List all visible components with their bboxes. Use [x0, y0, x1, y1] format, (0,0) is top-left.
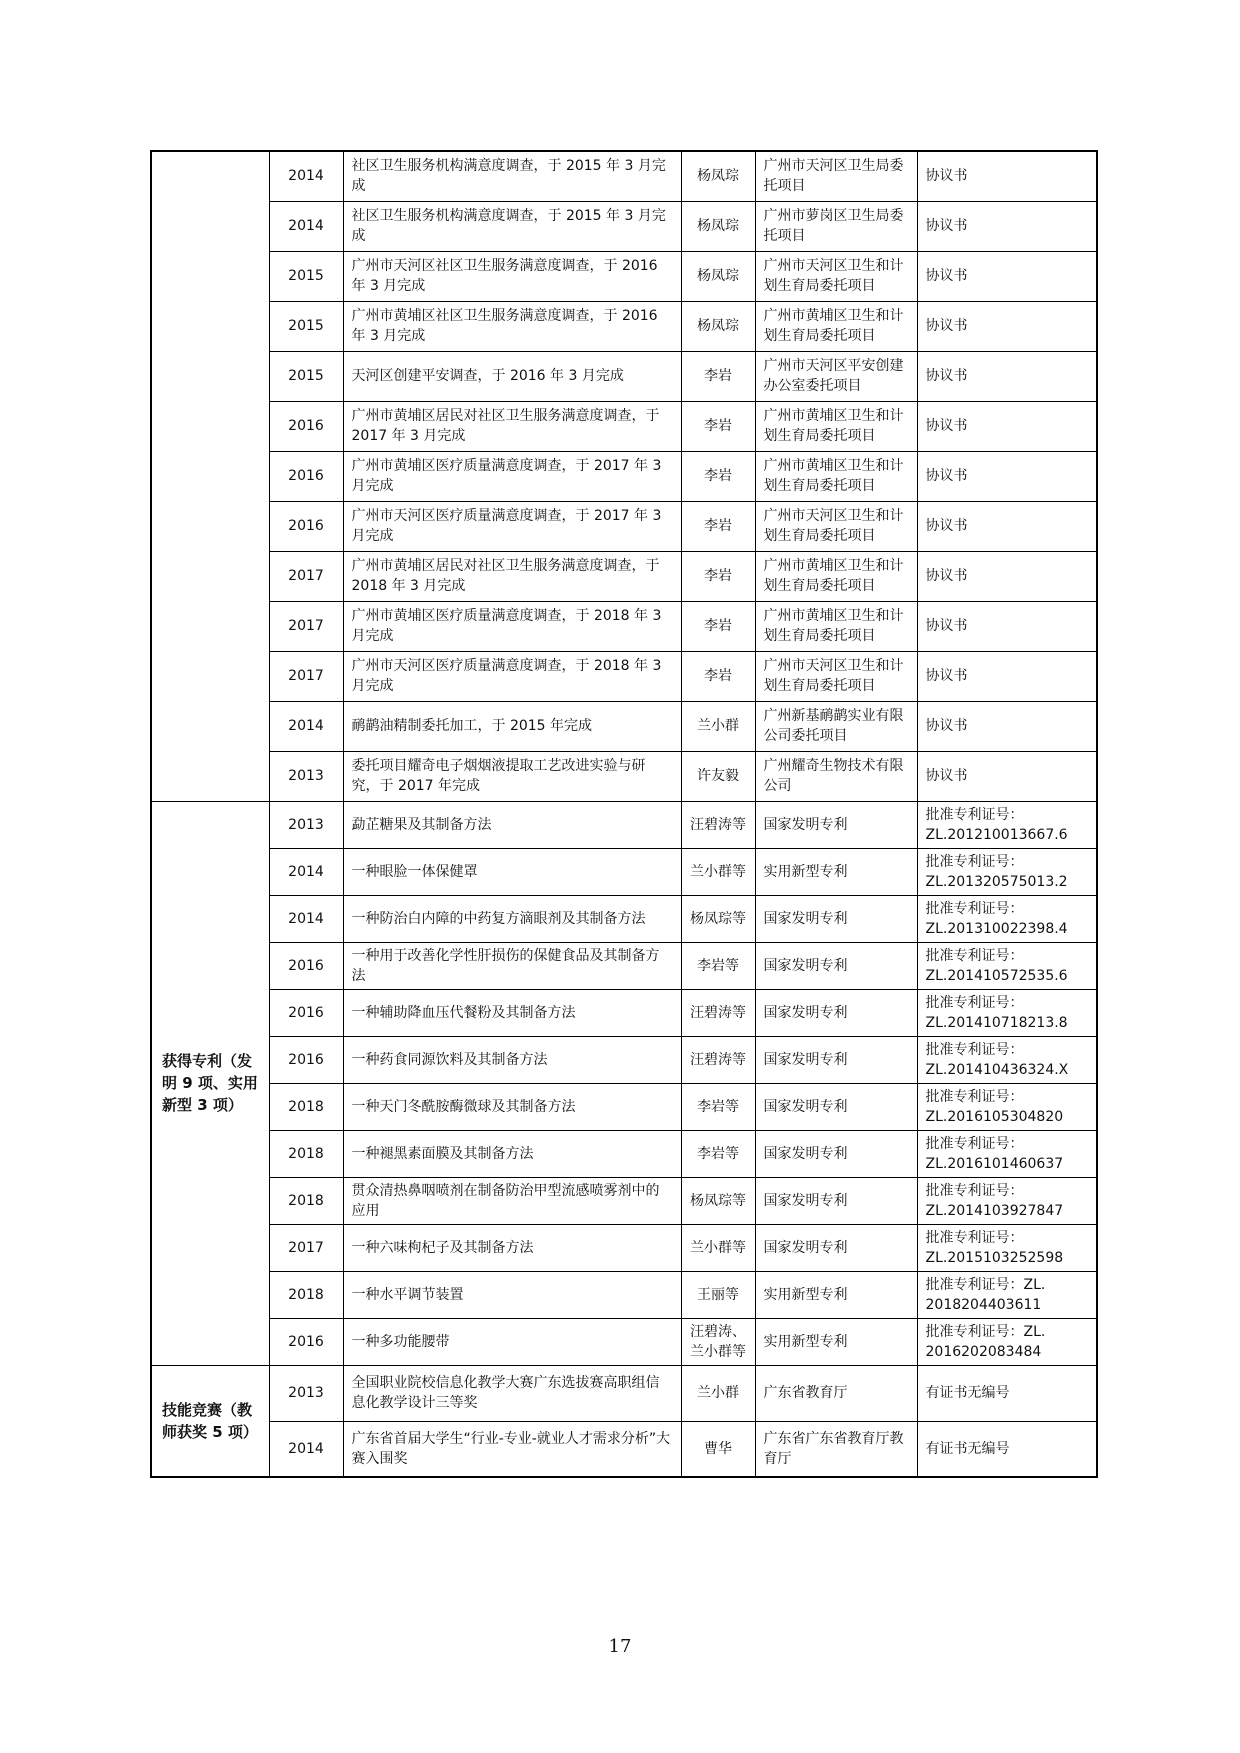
- title-cell: 一种药食同源饮料及其制备方法: [343, 1036, 681, 1083]
- person-cell: 汪碧涛等: [681, 801, 755, 848]
- year-cell: 2014: [269, 701, 343, 751]
- table-row: [151, 1224, 1097, 1271]
- proof-cell: 协议书: [917, 401, 1097, 451]
- table-row: [151, 1421, 1097, 1477]
- category-cell: 技能竞赛（教师获奖 5 项）: [151, 1365, 269, 1477]
- table-row: [151, 1130, 1097, 1177]
- proof-cell: 批准专利证号：ZL.2016101460637: [917, 1130, 1097, 1177]
- source-cell: 国家发明专利: [755, 1083, 917, 1130]
- person-cell: 兰小群: [681, 1365, 755, 1421]
- year-cell: 2015: [269, 251, 343, 301]
- title-cell: 广州市黄埔区居民对社区卫生服务满意度调查，于 2018 年 3 月完成: [343, 551, 681, 601]
- person-cell: 曹华: [681, 1421, 755, 1477]
- proof-cell: 批准专利证号：ZL.2016105304820: [917, 1083, 1097, 1130]
- person-cell: 李岩: [681, 451, 755, 501]
- year-cell: 2016: [269, 501, 343, 551]
- proof-cell: 有证书无编号: [917, 1421, 1097, 1477]
- proof-cell: 协议书: [917, 351, 1097, 401]
- year-cell: 2014: [269, 848, 343, 895]
- person-cell: 汪碧涛等: [681, 1036, 755, 1083]
- source-cell: 国家发明专利: [755, 801, 917, 848]
- title-cell: 勐芷糖果及其制备方法: [343, 801, 681, 848]
- year-cell: 2014: [269, 201, 343, 251]
- title-cell: 一种多功能腰带: [343, 1318, 681, 1365]
- proof-cell: 批准专利证号：ZL.201210013667.6: [917, 801, 1097, 848]
- table-row: [151, 701, 1097, 751]
- title-cell: 一种六味枸杞子及其制备方法: [343, 1224, 681, 1271]
- source-cell: 广州市黄埔区卫生和计划生育局委托项目: [755, 551, 917, 601]
- title-cell: 一种水平调节装置: [343, 1271, 681, 1318]
- proof-cell: 协议书: [917, 201, 1097, 251]
- person-cell: 李岩等: [681, 1130, 755, 1177]
- year-cell: 2014: [269, 151, 343, 201]
- source-cell: 国家发明专利: [755, 1224, 917, 1271]
- person-cell: 杨凤琮: [681, 251, 755, 301]
- title-cell: 委托项目耀奇电子烟烟液提取工艺改进实验与研究，于 2017 年完成: [343, 751, 681, 801]
- person-cell: 汪碧涛等: [681, 989, 755, 1036]
- source-cell: 广州耀奇生物技术有限公司: [755, 751, 917, 801]
- source-cell: 国家发明专利: [755, 989, 917, 1036]
- person-cell: 汪碧涛、兰小群等: [681, 1318, 755, 1365]
- source-cell: 广州市萝岗区卫生局委托项目: [755, 201, 917, 251]
- source-cell: 广州市黄埔区卫生和计划生育局委托项目: [755, 451, 917, 501]
- title-cell: 广州市黄埔区医疗质量满意度调查，于 2017 年 3 月完成: [343, 451, 681, 501]
- table-row: [151, 1271, 1097, 1318]
- person-cell: 李岩等: [681, 1083, 755, 1130]
- source-cell: 广州新基鸸鹋实业有限公司委托项目: [755, 701, 917, 751]
- category-cell: 获得专利（发明 9 项、实用新型 3 项）: [151, 801, 269, 1365]
- year-cell: 2013: [269, 1365, 343, 1421]
- proof-cell: 批准专利证号：ZL.201410572535.6: [917, 942, 1097, 989]
- proof-cell: 协议书: [917, 451, 1097, 501]
- title-cell: 广州市黄埔区居民对社区卫生服务满意度调查，于 2017 年 3 月完成: [343, 401, 681, 451]
- person-cell: 杨凤琮: [681, 201, 755, 251]
- year-cell: 2015: [269, 351, 343, 401]
- title-cell: 广州市天河区社区卫生服务满意度调查，于 2016 年 3 月完成: [343, 251, 681, 301]
- table-row: [151, 1318, 1097, 1365]
- source-cell: 实用新型专利: [755, 1318, 917, 1365]
- person-cell: 许友毅: [681, 751, 755, 801]
- source-cell: 广州市天河区卫生和计划生育局委托项目: [755, 251, 917, 301]
- proof-cell: 批准专利证号：ZL.201410436324.X: [917, 1036, 1097, 1083]
- source-cell: 广东省教育厅: [755, 1365, 917, 1421]
- proof-cell: 批准专利证号：ZL.2015103252598: [917, 1224, 1097, 1271]
- proof-cell: 协议书: [917, 701, 1097, 751]
- year-cell: 2018: [269, 1130, 343, 1177]
- title-cell: 一种用于改善化学性肝损伤的保健食品及其制备方法: [343, 942, 681, 989]
- title-cell: 社区卫生服务机构满意度调查，于 2015 年 3 月完成: [343, 201, 681, 251]
- year-cell: 2018: [269, 1177, 343, 1224]
- title-cell: 天河区创建平安调查，于 2016 年 3 月完成: [343, 351, 681, 401]
- proof-cell: 批准专利证号：ZL. 2016202083484: [917, 1318, 1097, 1365]
- proof-cell: 协议书: [917, 601, 1097, 651]
- year-cell: 2017: [269, 651, 343, 701]
- table-body: [151, 151, 1097, 1477]
- person-cell: 李岩: [681, 401, 755, 451]
- title-cell: 广州市天河区医疗质量满意度调查，于 2017 年 3 月完成: [343, 501, 681, 551]
- proof-cell: 协议书: [917, 651, 1097, 701]
- title-cell: 一种辅助降血压代餐粉及其制备方法: [343, 989, 681, 1036]
- table-row: [151, 801, 1097, 848]
- proof-cell: 协议书: [917, 751, 1097, 801]
- table-row: [151, 942, 1097, 989]
- year-cell: 2018: [269, 1271, 343, 1318]
- title-cell: 广东省首届大学生“行业-专业-就业人才需求分析”大赛入围奖: [343, 1421, 681, 1477]
- table-row: [151, 751, 1097, 801]
- page-number: 17: [608, 1636, 632, 1657]
- person-cell: 王丽等: [681, 1271, 755, 1318]
- proof-cell: 批准专利证号：ZL. 2018204403611: [917, 1271, 1097, 1318]
- table-row: [151, 401, 1097, 451]
- title-cell: 一种天门冬酰胺酶微球及其制备方法: [343, 1083, 681, 1130]
- proof-cell: 协议书: [917, 151, 1097, 201]
- year-cell: 2014: [269, 895, 343, 942]
- year-cell: 2017: [269, 551, 343, 601]
- proof-cell: 协议书: [917, 251, 1097, 301]
- table-row: [151, 151, 1097, 201]
- table-row: [151, 251, 1097, 301]
- table-row: [151, 601, 1097, 651]
- title-cell: 社区卫生服务机构满意度调查，于 2015 年 3 月完成: [343, 151, 681, 201]
- source-cell: 国家发明专利: [755, 1130, 917, 1177]
- source-cell: 国家发明专利: [755, 1177, 917, 1224]
- table-row: [151, 501, 1097, 551]
- title-cell: 一种防治白内障的中药复方滴眼剂及其制备方法: [343, 895, 681, 942]
- table-row: [151, 301, 1097, 351]
- year-cell: 2016: [269, 401, 343, 451]
- table-row: [151, 651, 1097, 701]
- table-row: [151, 848, 1097, 895]
- table-row: [151, 451, 1097, 501]
- proof-cell: 批准专利证号：ZL.201310022398.4: [917, 895, 1097, 942]
- year-cell: 2016: [269, 1318, 343, 1365]
- person-cell: 李岩等: [681, 942, 755, 989]
- title-cell: 广州市黄埔区社区卫生服务满意度调查，于 2016 年 3 月完成: [343, 301, 681, 351]
- table-row: [151, 1083, 1097, 1130]
- title-cell: 鸸鹋油精制委托加工，于 2015 年完成: [343, 701, 681, 751]
- table-row: [151, 989, 1097, 1036]
- source-cell: 广州市天河区卫生和计划生育局委托项目: [755, 501, 917, 551]
- person-cell: 杨凤琮: [681, 151, 755, 201]
- proof-cell: 批准专利证号：ZL.2014103927847: [917, 1177, 1097, 1224]
- person-cell: 李岩: [681, 651, 755, 701]
- table-row: [151, 201, 1097, 251]
- table-row: [151, 1177, 1097, 1224]
- source-cell: 广州市天河区卫生和计划生育局委托项目: [755, 651, 917, 701]
- title-cell: 广州市黄埔区医疗质量满意度调查，于 2018 年 3 月完成: [343, 601, 681, 651]
- proof-cell: 批准专利证号：ZL.201410718213.8: [917, 989, 1097, 1036]
- year-cell: 2016: [269, 1036, 343, 1083]
- proof-cell: 批准专利证号：ZL.201320575013.2: [917, 848, 1097, 895]
- title-cell: 一种褪黑素面膜及其制备方法: [343, 1130, 681, 1177]
- results-table: [150, 150, 1098, 1478]
- source-cell: 实用新型专利: [755, 1271, 917, 1318]
- title-cell: 贯众清热鼻咽喷剂在制备防治甲型流感喷雾剂中的应用: [343, 1177, 681, 1224]
- source-cell: 国家发明专利: [755, 895, 917, 942]
- person-cell: 兰小群: [681, 701, 755, 751]
- person-cell: 杨凤琮: [681, 301, 755, 351]
- year-cell: 2018: [269, 1083, 343, 1130]
- source-cell: 广州市黄埔区卫生和计划生育局委托项目: [755, 601, 917, 651]
- table-row: [151, 1036, 1097, 1083]
- person-cell: 兰小群等: [681, 848, 755, 895]
- year-cell: 2017: [269, 601, 343, 651]
- title-cell: 一种眼脸一体保健罩: [343, 848, 681, 895]
- year-cell: 2016: [269, 451, 343, 501]
- table-row: [151, 895, 1097, 942]
- year-cell: 2016: [269, 942, 343, 989]
- proof-cell: 协议书: [917, 551, 1097, 601]
- year-cell: 2016: [269, 989, 343, 1036]
- source-cell: 广州市天河区卫生局委托项目: [755, 151, 917, 201]
- year-cell: 2015: [269, 301, 343, 351]
- source-cell: 广东省广东省教育厅教育厅: [755, 1421, 917, 1477]
- person-cell: 李岩: [681, 351, 755, 401]
- person-cell: 杨凤琮等: [681, 895, 755, 942]
- year-cell: 2017: [269, 1224, 343, 1271]
- source-cell: 广州市天河区平安创建办公室委托项目: [755, 351, 917, 401]
- person-cell: 李岩: [681, 501, 755, 551]
- proof-cell: 协议书: [917, 501, 1097, 551]
- title-cell: 全国职业院校信息化教学大赛广东选拔赛高职组信息化教学设计三等奖: [343, 1365, 681, 1421]
- table-row: [151, 551, 1097, 601]
- table-row: [151, 351, 1097, 401]
- title-cell: 广州市天河区医疗质量满意度调查，于 2018 年 3 月完成: [343, 651, 681, 701]
- year-cell: 2013: [269, 751, 343, 801]
- table-row: [151, 1365, 1097, 1421]
- source-cell: 实用新型专利: [755, 848, 917, 895]
- category-cell: [151, 151, 269, 801]
- source-cell: 广州市黄埔区卫生和计划生育局委托项目: [755, 401, 917, 451]
- person-cell: 兰小群等: [681, 1224, 755, 1271]
- person-cell: 李岩: [681, 551, 755, 601]
- proof-cell: 有证书无编号: [917, 1365, 1097, 1421]
- year-cell: 2013: [269, 801, 343, 848]
- person-cell: 杨凤琮等: [681, 1177, 755, 1224]
- year-cell: 2014: [269, 1421, 343, 1477]
- source-cell: 国家发明专利: [755, 942, 917, 989]
- source-cell: 国家发明专利: [755, 1036, 917, 1083]
- person-cell: 李岩: [681, 601, 755, 651]
- source-cell: 广州市黄埔区卫生和计划生育局委托项目: [755, 301, 917, 351]
- proof-cell: 协议书: [917, 301, 1097, 351]
